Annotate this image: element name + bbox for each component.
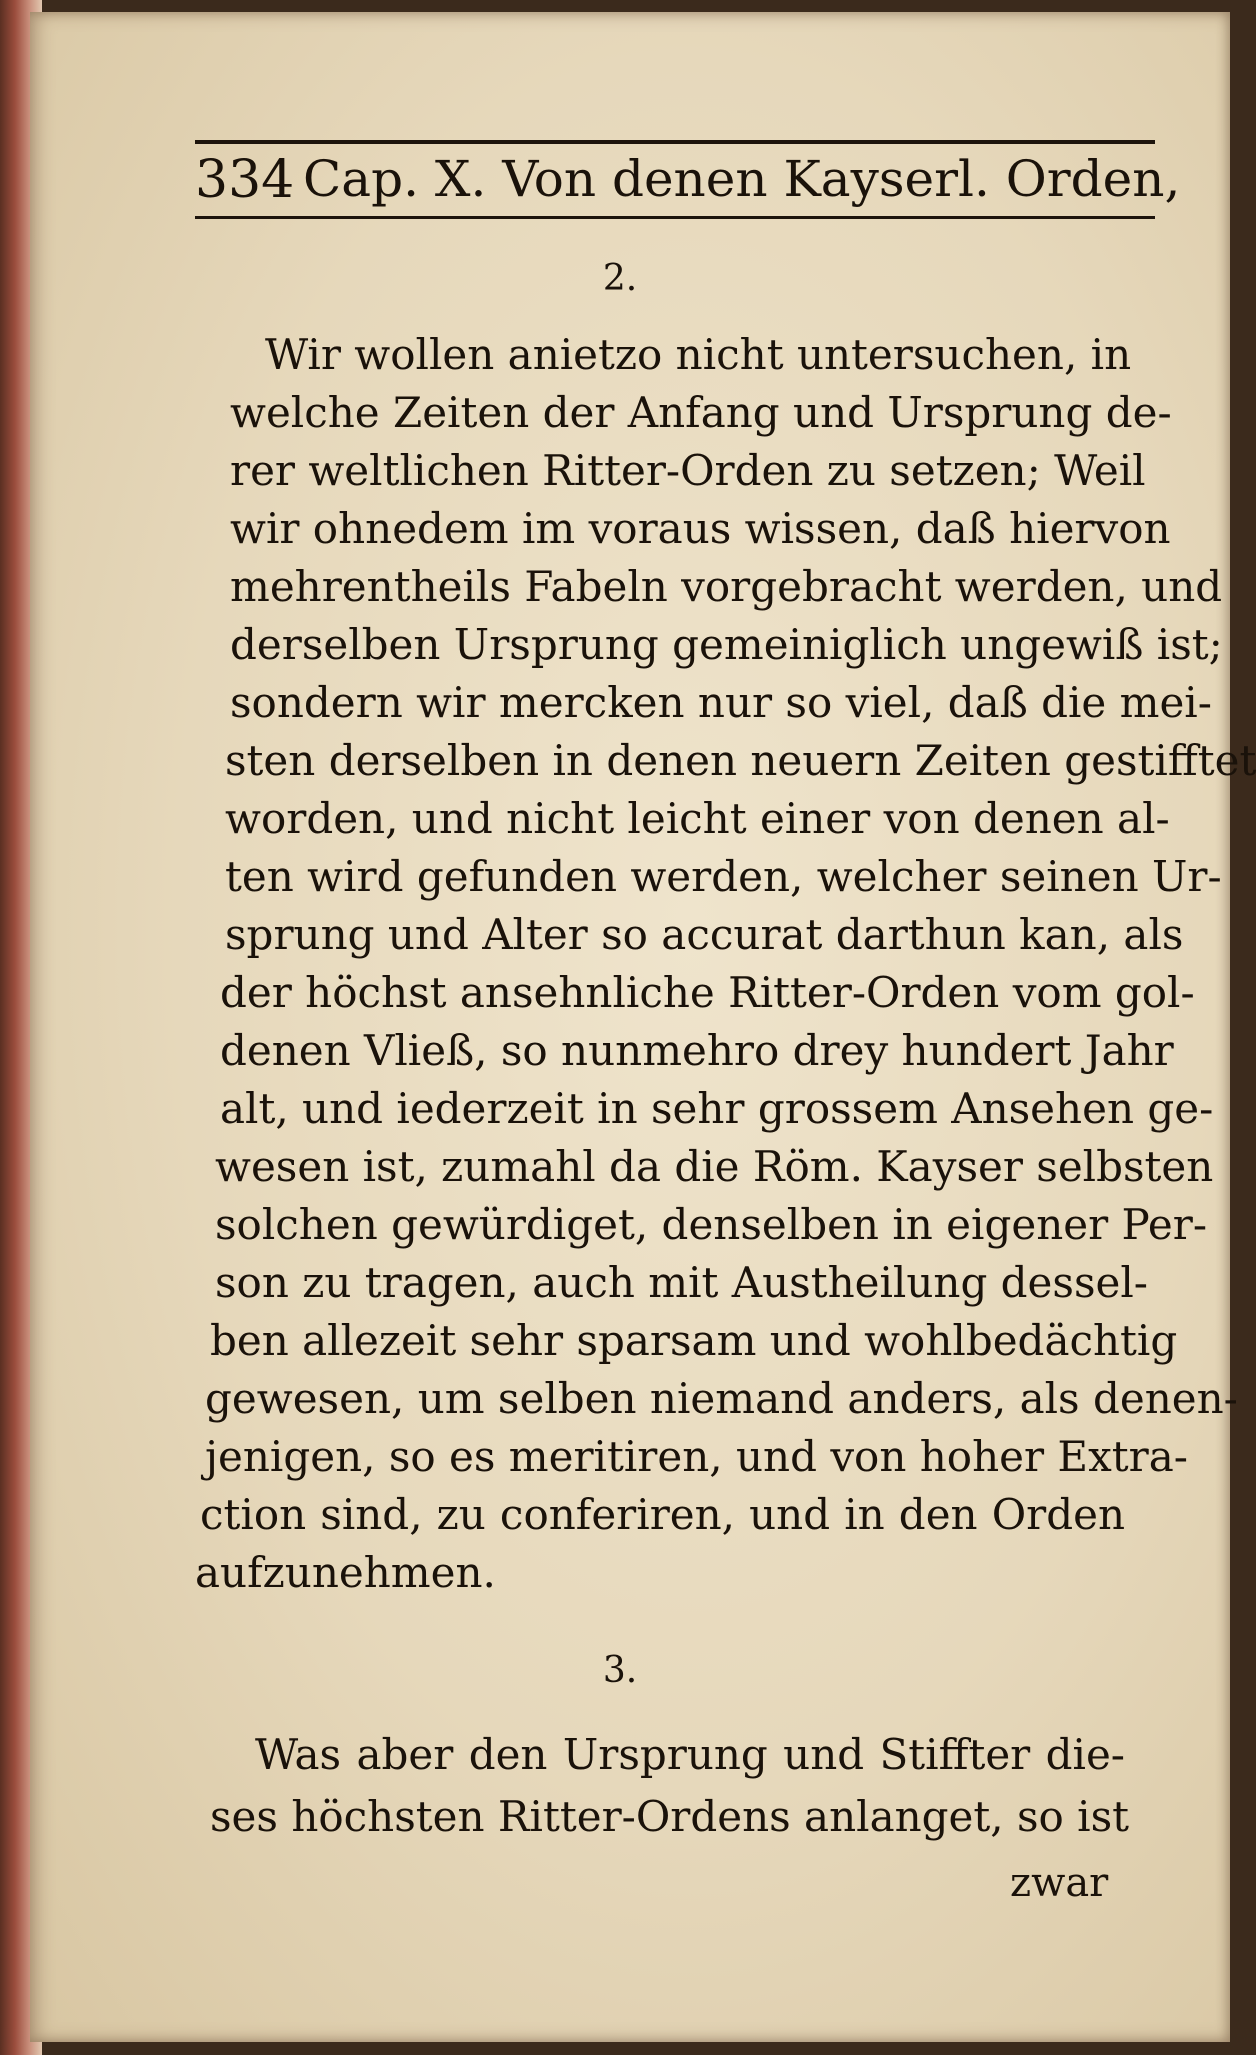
text-line: ten wird gefunden werden, welcher seinen Ur- (225, 852, 1222, 901)
text-line: Was aber den Ursprung und Stiffter die- (255, 1730, 1125, 1779)
page-number: 334 (195, 150, 295, 210)
text-line: alt, und iederzeit in sehr grossem Ansehen ge- (220, 1084, 1214, 1133)
text-line: son zu tragen, auch mit Austheilung dessel- (215, 1258, 1149, 1307)
running-title: Cap. X. Von denen Kayserl. Orden, (303, 150, 1181, 208)
section-number-2: 2. (602, 258, 638, 299)
text-line: derselben Ursprung gemeiniglich ungewiß ist; (230, 620, 1223, 669)
text-line-last: aufzunehmen. (195, 1548, 496, 1597)
text-line: gewesen, um selben niemand anders, als denen- (205, 1374, 1238, 1423)
text-line: mehrentheils Fabeln vorgebracht werden, und (230, 562, 1223, 611)
page-header (195, 140, 1181, 219)
text-line: worden, und nicht leicht einer von denen al- (225, 794, 1170, 843)
section-number-3: 3. (602, 1650, 638, 1691)
text-line: denen Vließ, so nunmehro drey hundert Jahr (220, 1026, 1174, 1075)
text-line: wir ohnedem im voraus wissen, daß hiervon (230, 504, 1171, 553)
text-line: Wir wollen anietzo nicht untersuchen, in (265, 330, 1132, 379)
text-line: jenigen, so es meritiren, und von hoher Extra- (205, 1432, 1188, 1481)
text-line: ction sind, zu conferiren, und in den Orden (200, 1490, 1125, 1539)
text-line: sten derselben in denen neuern Zeiten gestifftet (225, 736, 1256, 785)
text-line: wesen ist, zumahl da die Röm. Kayser selbsten (215, 1142, 1214, 1191)
text-line: sondern wir mercken nur so viel, daß die mei- (230, 678, 1212, 727)
text-line: solchen gewürdiget, denselben in eigener Per- (215, 1200, 1208, 1249)
text-line: ben allezeit sehr sparsam und wohlbedächtig (210, 1316, 1178, 1365)
catchword: zwar (1010, 1860, 1109, 1906)
text-line: welche Zeiten der Anfang und Ursprung de- (230, 388, 1172, 437)
text-line: der höchst ansehnliche Ritter-Orden vom gol- (220, 968, 1195, 1017)
text-line: sprung und Alter so accurat darthun kan, als (225, 910, 1184, 959)
text-line: ses höchsten Ritter-Ordens anlanget, so ist (210, 1792, 1130, 1841)
text-line: rer weltlichen Ritter-Orden zu setzen; Weil (230, 446, 1146, 495)
